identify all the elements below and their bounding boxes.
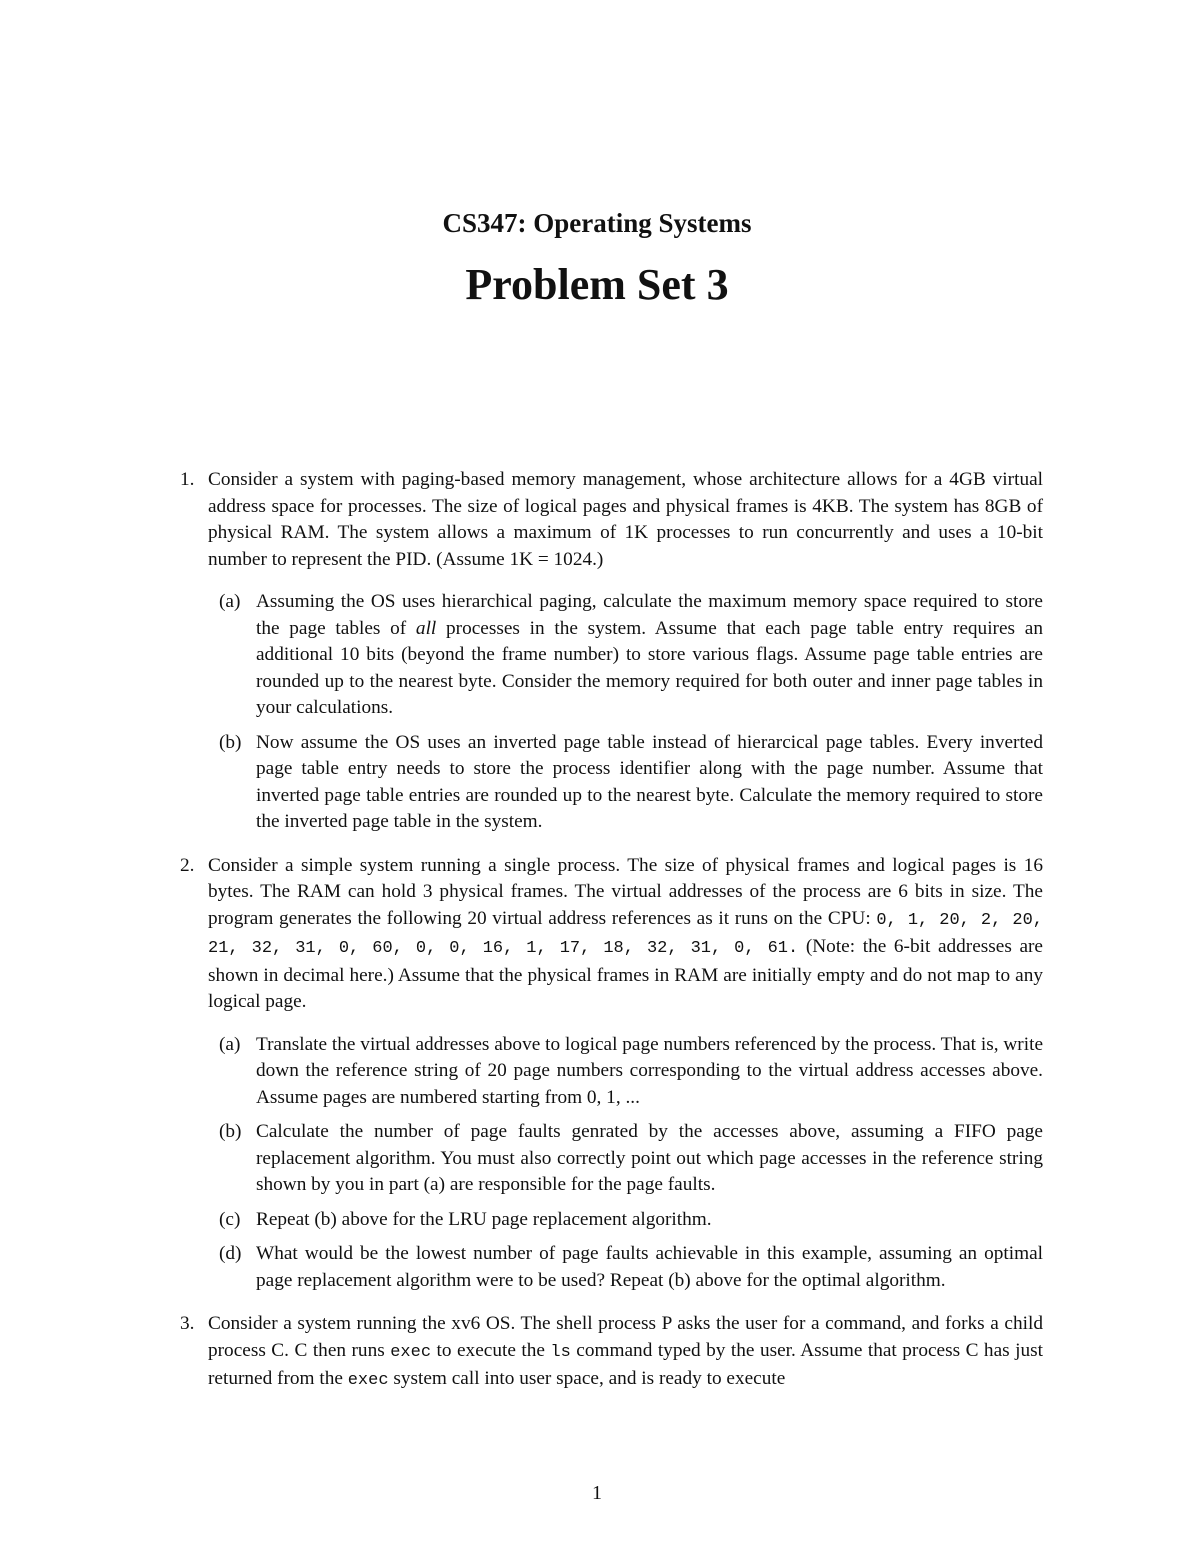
text-run: (Note: the 6-bit addresses are shown in decimal here.) Assume that the physical frames in RAM are initially empty and do not map to any logical page. bbox=[208, 936, 1043, 1012]
problem-text bbox=[208, 1311, 1043, 1395]
subpart-text bbox=[256, 589, 1043, 722]
emphasis-text: all bbox=[415, 617, 437, 639]
problem-2 bbox=[180, 853, 1043, 1295]
problem-text bbox=[208, 853, 1043, 1016]
subpart-text: Translate the virtual addresses above to logical page numbers referenced by the process. That is, write down the reference string of 20 page numbers corresponding to the virtual address accesses above. Assume pages are numbered starting from 0, 1, ... bbox=[256, 1033, 1043, 1108]
subpart-label: (d) bbox=[219, 1243, 242, 1264]
subpart-label: (b) bbox=[219, 731, 242, 753]
subpart-c bbox=[219, 1207, 1043, 1234]
subpart-label: (c) bbox=[219, 1208, 241, 1230]
text-run: Assuming the OS uses hierarchical paging, calculate the maximum memory space required to store the page tables of bbox=[256, 591, 1043, 639]
subpart-text: Repeat (b) above for the LRU page replacement algorithm. bbox=[256, 1208, 712, 1230]
text-run: command typed by the user. Assume that process C has just returned from the bbox=[208, 1339, 1043, 1389]
page-title: Problem Set 3 bbox=[465, 260, 729, 309]
subpart-text: Now assume the OS uses an inverted page table instead of hierarcical page tables. Every inverted page table entry needs to store the process identifier along with the page number. Assume that inverted page table entries are rounded up to the nearest byte. Calculate the memory required to store the inverted page table in the system. bbox=[256, 731, 1043, 832]
subpart-list bbox=[208, 589, 1043, 836]
code-exec: exec bbox=[347, 1371, 389, 1390]
text-run: Consider a system running the xv6 OS. The shell process P asks the user for a command, and forks a child process C. C then runs bbox=[208, 1313, 1043, 1361]
problem-number: 1. bbox=[180, 469, 195, 490]
code-exec: exec bbox=[390, 1342, 432, 1362]
subpart-list bbox=[208, 1032, 1043, 1295]
code-ls: ls bbox=[550, 1342, 571, 1362]
text-run: to execute the bbox=[431, 1339, 551, 1361]
subpart-text: What would be the lowest number of page faults achievable in this example, assuming an optimal page replacement algorithm were to be used? Repeat (b) above for the optimal algorithm. bbox=[256, 1243, 1043, 1291]
subpart-b bbox=[219, 1119, 1043, 1199]
problem-number: 2. bbox=[180, 854, 195, 876]
address-list: 0, 1, 20, 2, 20, 21, 32, 31, 0, 60, 0, 0, 16, 1, 17, 18, 32, 31, 0, 61. bbox=[208, 910, 1043, 958]
text-run: processes in the system. Assume that each page table entry requires an additional 10 bits (beyond the frame number) to store various flags. Assume page table entries are rounded up to the nearest byte. Consider the memory required for both outer and inner page tables in your calculations. bbox=[256, 617, 1043, 718]
problem-3 bbox=[180, 1311, 1043, 1395]
subpart-label: (a) bbox=[219, 591, 241, 612]
problem-number: 3. bbox=[180, 1313, 195, 1334]
subpart-d bbox=[219, 1241, 1043, 1294]
subpart-label: (a) bbox=[219, 1033, 241, 1055]
text-run: Consider a simple system running a single process. The size of physical frames and logical pages is 16 bytes. The RAM can hold 3 physical frames. The virtual addresses of the process are 6 bits in size. The program generates the following 20 virtual address references as it runs on the CPU: bbox=[208, 854, 1043, 929]
subpart-b bbox=[219, 730, 1043, 836]
subpart-label: (b) bbox=[219, 1121, 242, 1142]
problem-text: Consider a system with paging-based memory management, whose architecture allows for a 4GB virtual address space for processes. The size of logical pages and physical frames is 4KB. The system has 8GB of physical RAM. The system allows a maximum of 1K processes to run concurrently and uses a 10-bit number to represent the PID. (Assume 1K = 1024.) bbox=[208, 469, 1043, 570]
page-number: 1 bbox=[592, 1482, 602, 1504]
course-title: CS347: Operating Systems bbox=[442, 208, 752, 238]
subpart-text: Calculate the number of page faults genrated by the accesses above, assuming a FIFO page replacement algorithm. You must also correctly point out which page accesses in the reference string shown by you in part (a) are responsible for the page faults. bbox=[256, 1121, 1043, 1195]
text-run: system call into user space, and is ready to execute bbox=[388, 1368, 786, 1389]
problem-list bbox=[180, 467, 1043, 1412]
subpart-a bbox=[219, 1032, 1043, 1112]
subpart-a bbox=[219, 589, 1043, 722]
problem-1 bbox=[180, 467, 1043, 836]
